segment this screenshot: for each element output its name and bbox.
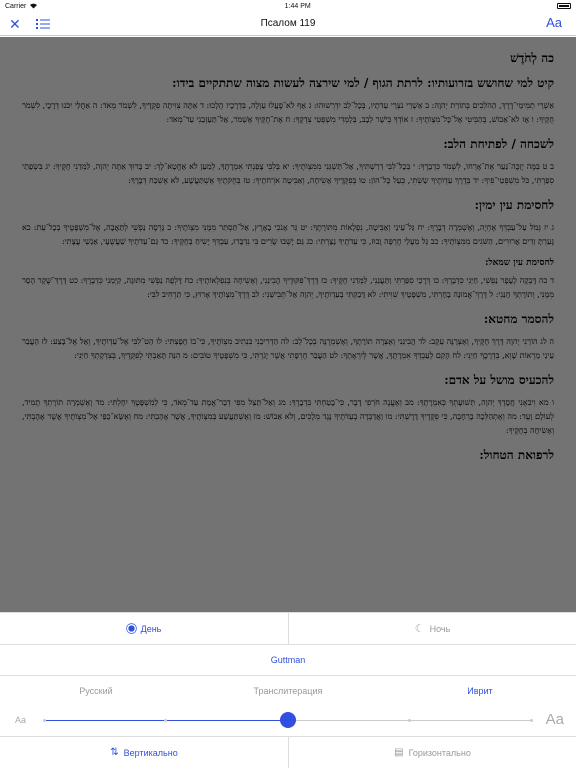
font-size-small-icon: Aa: [15, 715, 27, 725]
orient-horizontal-button[interactable]: [288, 737, 576, 768]
lang-translit-button[interactable]: [192, 676, 384, 706]
status-bar: [0, 0, 576, 12]
nav-bar: [0, 12, 576, 36]
slider-tick: [43, 719, 46, 722]
orientation-row: [0, 736, 576, 768]
font-size-slider-thumb[interactable]: [280, 712, 296, 728]
vertical-scroll-icon: ⇅: [110, 747, 119, 758]
carrier-label: Carrier: [5, 2, 27, 10]
reader-settings-panel: [0, 612, 576, 768]
slider-tick: [408, 719, 411, 722]
lang-russian-label: Русский: [79, 686, 113, 696]
slider-tick: [164, 719, 167, 722]
status-right: [557, 3, 571, 9]
lang-translit-label: Транслитерация: [253, 686, 323, 696]
lang-russian-button[interactable]: [0, 676, 192, 706]
orient-vertical-button[interactable]: [0, 737, 288, 768]
page-title: Псалом 119: [260, 18, 316, 29]
dim-overlay[interactable]: [0, 37, 576, 616]
battery-icon: [557, 3, 571, 9]
font-family-button[interactable]: Guttman: [270, 655, 306, 665]
lang-hebrew-button[interactable]: [384, 676, 576, 706]
orient-vertical-label: Вертикально: [123, 747, 178, 758]
font-size-row: [0, 706, 576, 736]
font-size-slider[interactable]: [43, 720, 533, 721]
slider-tick: [530, 719, 533, 722]
font-settings-button[interactable]: [546, 15, 562, 30]
status-time: 1:44 PM: [284, 2, 311, 10]
horizontal-pages-icon: ▤: [394, 747, 404, 758]
font-size-large-icon: Aa: [545, 711, 564, 728]
status-left: [5, 2, 38, 11]
close-icon[interactable]: ✕: [9, 16, 21, 32]
orient-horizontal-label: Горизонтально: [408, 747, 471, 758]
moon-icon: ☾: [414, 623, 425, 635]
sun-icon: [128, 625, 134, 631]
font-settings-label: Aa: [546, 15, 562, 30]
theme-night-button[interactable]: [288, 613, 576, 644]
theme-day-button[interactable]: [0, 613, 288, 644]
theme-night-label: Ночь: [429, 623, 451, 634]
language-row: [0, 675, 576, 706]
theme-row: [0, 612, 576, 644]
wifi-icon: [29, 2, 38, 11]
theme-day-label: День: [140, 623, 162, 634]
list-icon[interactable]: [36, 17, 50, 31]
lang-hebrew-label: Иврит: [467, 686, 493, 696]
font-row: [0, 644, 576, 675]
